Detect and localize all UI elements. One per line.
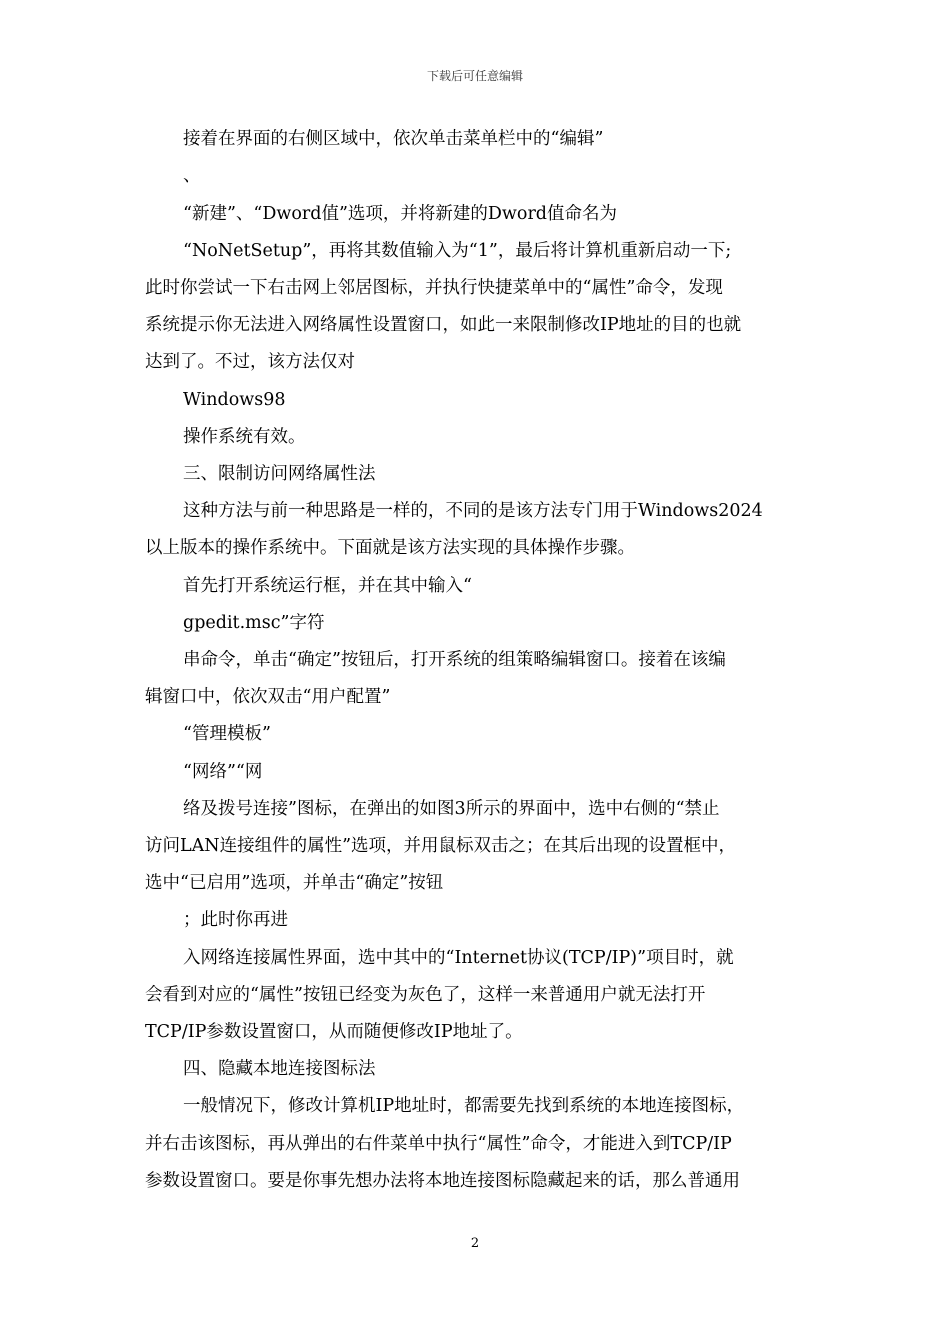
text-line: 络及拨号连接”图标，在弹出的如图3所示的界面中，选中右侧的“禁止 <box>183 799 720 819</box>
text-line: “NoNetSetup”，再将其数值输入为“1”，最后将计算机重新启动一下; <box>183 241 732 261</box>
text-line: 接着在界面的右侧区域中，依次单击菜单栏中的“编辑” <box>183 129 604 149</box>
text-line: 首先打开系统运行框，并在其中输入“ <box>183 576 472 596</box>
page-header: 下载后可任意编辑 <box>426 69 523 83</box>
text-line: “新建”、“Dword值”选项，并将新建的Dword值命名为 <box>183 204 618 224</box>
text-line: 系统提示你无法进入网络属性设置窗口，如此一来限制修改IP地址的目的也就 <box>145 315 742 335</box>
text-line: 串命令，单击“确定”按钮后，打开系统的组策略编辑窗口。接着在该编 <box>183 650 726 670</box>
page-number: 2 <box>470 1236 480 1251</box>
text-line: 、 <box>183 166 201 186</box>
text-line: 操作系统有效。 <box>183 427 306 447</box>
text-line: 入网络连接属性界面，选中其中的“Internet协议(TCP/IP)”项目时，就 <box>183 948 734 968</box>
text-line: 这种方法与前一种思路是一样的，不同的是该方法专门用于Windows2024 <box>183 501 763 521</box>
text-line: Windows98 <box>183 390 286 410</box>
text-line: ；此时你再进 <box>183 910 288 930</box>
text-line: 辑窗口中，依次双击“用户配置” <box>145 687 391 707</box>
text-line: 参数设置窗口。要是你事先想办法将本地连接图标隐藏起来的话，那么普通用 <box>145 1171 740 1191</box>
text-line: TCP/IP参数设置窗口，从而随便修改IP地址了。 <box>145 1022 523 1042</box>
text-line: 会看到对应的“属性”按钮已经变为灰色了，这样一来普通用户就无法打开 <box>145 985 706 1005</box>
text-line: 并右击该图标，再从弹出的右件菜单中执行“属性”命令，才能进入到TCP/IP <box>145 1134 732 1154</box>
text-line: “网络”“网 <box>183 762 263 782</box>
text-line: 访问LAN连接组件的属性”选项，并用鼠标双击之；在其后出现的设置框中， <box>145 836 737 856</box>
section-heading: 四、隐藏本地连接图标法 <box>183 1059 376 1079</box>
text-line: 以上版本的操作系统中。下面就是该方法实现的具体操作步骤。 <box>145 538 635 558</box>
text-line: 达到了。不过，该方法仅对 <box>145 352 355 372</box>
text-line: 选中“已启用”选项，并单击“确定”按钮 <box>145 873 444 893</box>
section-heading: 三、限制访问网络属性法 <box>183 464 376 484</box>
text-line: 一般情况下，修改计算机IP地址时，都需要先找到系统的本地连接图标， <box>183 1096 745 1116</box>
text-line: gpedit.msc”字符 <box>183 613 325 633</box>
text-line: “管理模板” <box>183 724 271 744</box>
text-line: 此时你尝试一下右击网上邻居图标，并执行快捷菜单中的“属性”命令，发现 <box>145 278 723 298</box>
